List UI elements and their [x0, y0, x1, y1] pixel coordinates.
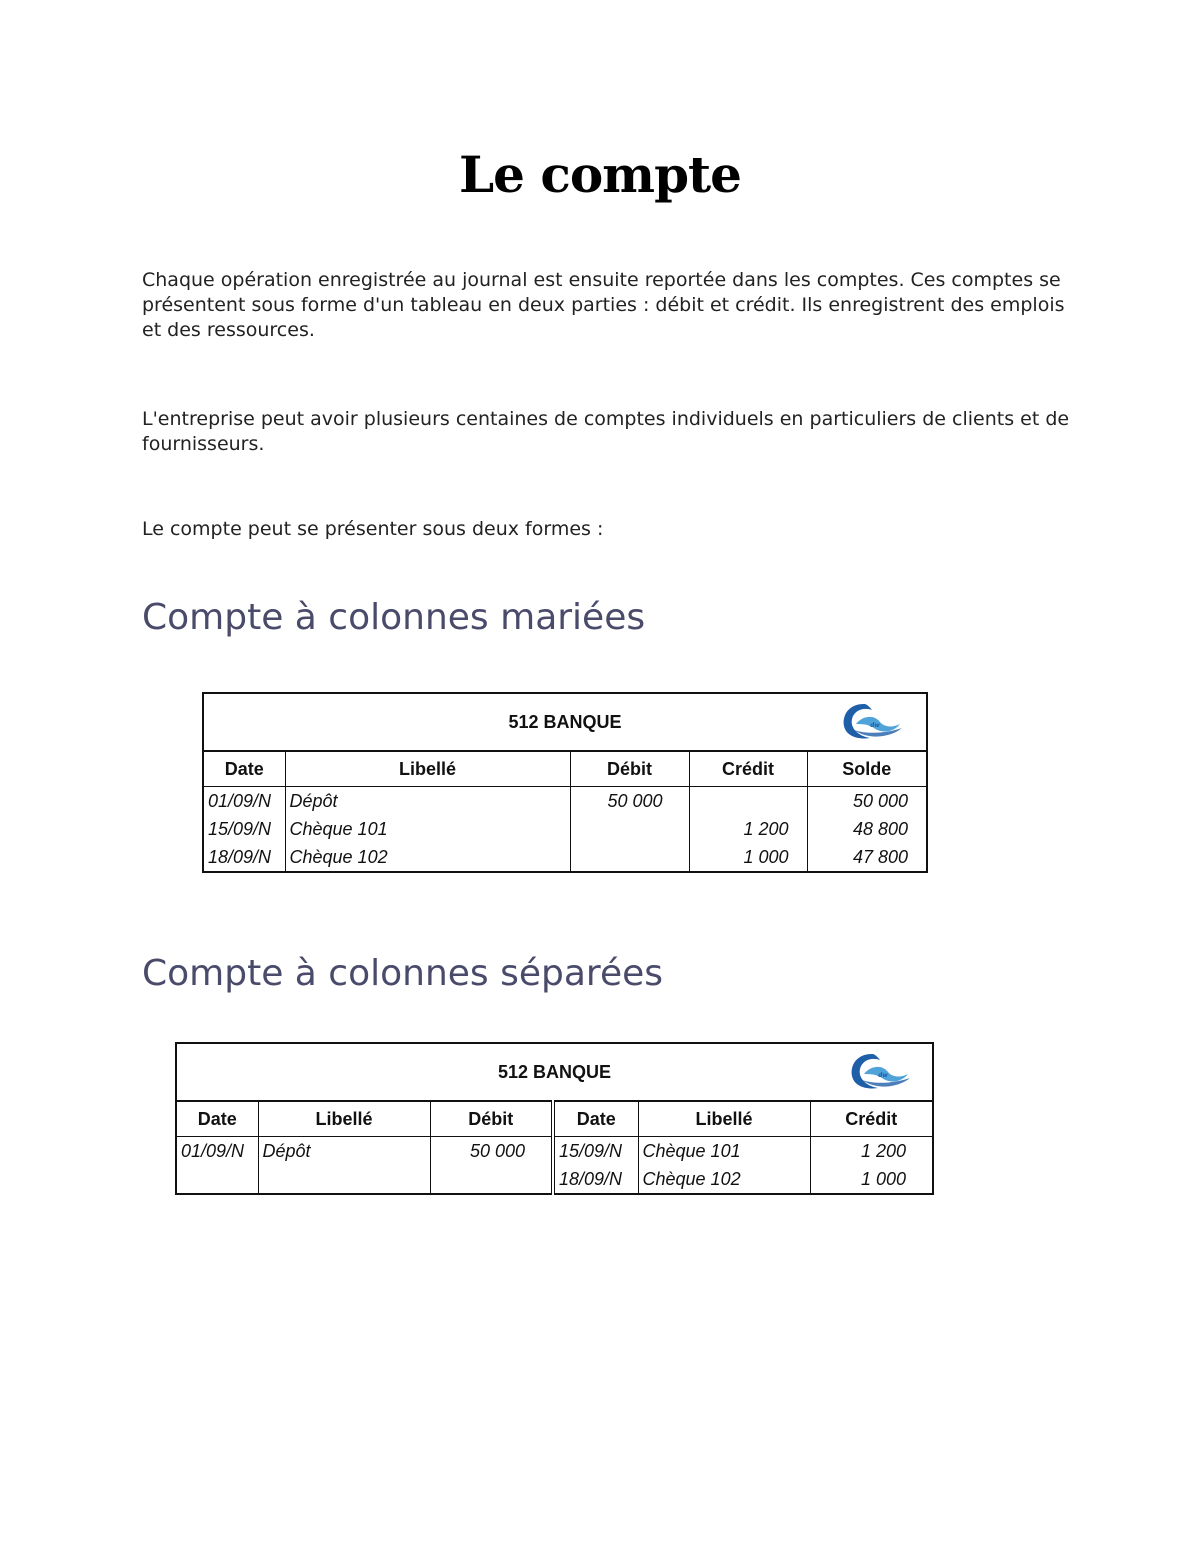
- wave-logo-icon: [848, 1050, 912, 1092]
- col-balance: Solde: [807, 751, 927, 787]
- credit-date: 18/09/N: [553, 1165, 638, 1194]
- row-label: Chèque 102: [285, 843, 570, 872]
- accounts-paragraph: L'entreprise peut avoir plusieurs centaines de comptes individuels en particuliers de clients et de fournisseurs.: [142, 408, 1070, 455]
- debit-label-empty: [258, 1165, 430, 1194]
- table-row: [176, 1165, 933, 1194]
- row-balance: 47 800: [852, 846, 908, 867]
- credit-label: Chèque 101: [638, 1137, 810, 1166]
- debit-amount-empty: [430, 1165, 553, 1194]
- row-credit: 1 200: [689, 815, 807, 843]
- row-debit: [570, 815, 689, 843]
- table-row: [203, 787, 927, 816]
- debit-date: 01/09/N: [176, 1137, 258, 1166]
- col-debit: Débit: [570, 751, 689, 787]
- row-balance: 48 800: [852, 818, 908, 839]
- col-debit-date: Date: [176, 1101, 258, 1137]
- svg-text:dw: dw: [870, 722, 880, 729]
- row-credit: [689, 787, 807, 816]
- married-columns-table: [202, 692, 928, 873]
- svg-text:dw: dw: [878, 1072, 888, 1079]
- table-header-cell: [203, 693, 927, 751]
- col-credit: Crédit: [810, 1101, 933, 1137]
- row-label: Dépôt: [285, 787, 570, 816]
- forms-paragraph: Le compte peut se présenter sous deux formes :: [142, 518, 604, 540]
- intro-paragraph: Chaque opération enregistrée au journal est ensuite reportée dans les comptes. Ces comptes se présentent sous forme d'un tableau en deux parties : débit et crédit. Ils enregistrent des emplois et des ressources.: [142, 269, 1065, 341]
- table-row: [176, 1137, 933, 1166]
- row-label: Chèque 101: [285, 815, 570, 843]
- col-date: Date: [203, 751, 285, 787]
- row-debit: [570, 843, 689, 872]
- debit-amount: 50 000: [430, 1137, 553, 1166]
- row-balance: 50 000: [852, 790, 908, 811]
- row-date: 01/09/N: [203, 787, 285, 816]
- credit-date: 15/09/N: [553, 1137, 638, 1166]
- table-row: [203, 843, 927, 872]
- col-credit-date: Date: [553, 1101, 638, 1137]
- section-heading-separated: Compte à colonnes séparées: [142, 953, 663, 994]
- col-label: Libellé: [285, 751, 570, 787]
- credit-amount: 1 200: [861, 1140, 907, 1161]
- col-credit-label: Libellé: [638, 1101, 810, 1137]
- credit-label: Chèque 102: [638, 1165, 810, 1194]
- col-debit: Débit: [430, 1101, 553, 1137]
- col-debit-label: Libellé: [258, 1101, 430, 1137]
- account-title: 512 BANQUE: [508, 711, 622, 732]
- separated-columns-table: [175, 1042, 934, 1195]
- row-debit: 50 000: [570, 787, 689, 816]
- table-row: [203, 815, 927, 843]
- page-title: Le compte: [459, 145, 741, 204]
- debit-label: Dépôt: [258, 1137, 430, 1166]
- account-title: 512 BANQUE: [498, 1061, 612, 1082]
- wave-logo-icon: [840, 700, 904, 742]
- row-date: 15/09/N: [203, 815, 285, 843]
- row-date: 18/09/N: [203, 843, 285, 872]
- col-credit: Crédit: [689, 751, 807, 787]
- credit-amount: 1 000: [861, 1168, 907, 1189]
- table-header-cell: [176, 1043, 933, 1101]
- debit-date-empty: [176, 1165, 258, 1194]
- section-heading-married: Compte à colonnes mariées: [142, 597, 646, 638]
- row-credit: 1 000: [689, 843, 807, 872]
